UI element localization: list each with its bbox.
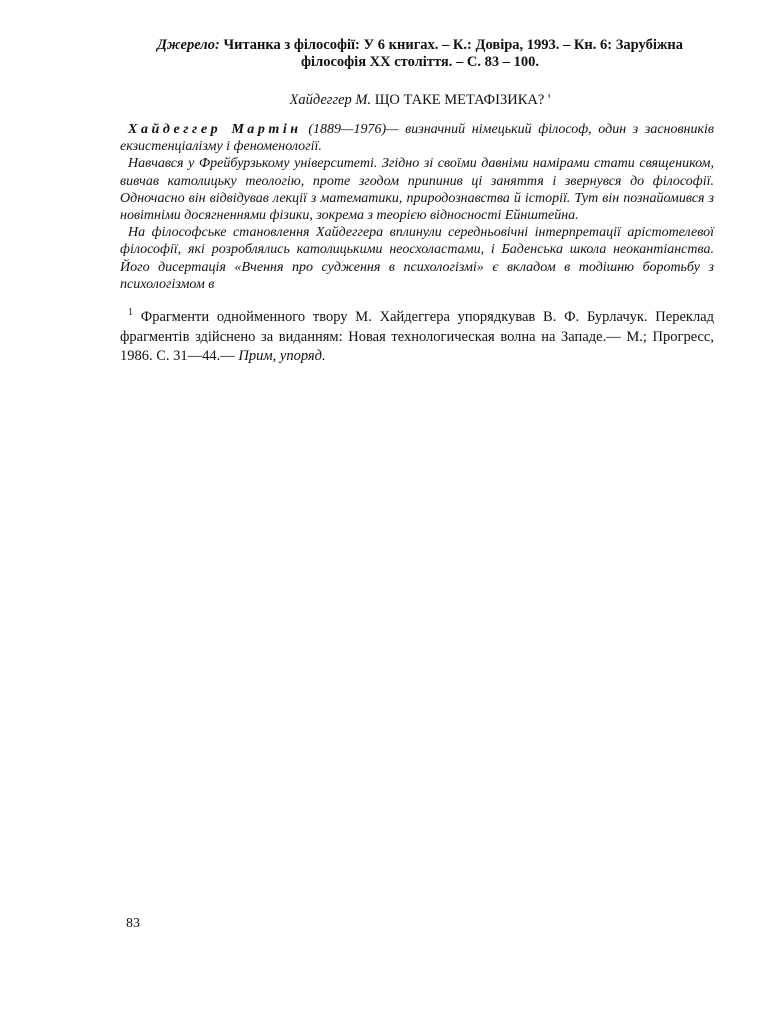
footnote <box>120 308 714 367</box>
source-label: Джерело: <box>157 37 220 53</box>
title-text: ЩО ТАКЕ МЕТАФІЗИКА? ' <box>374 92 551 108</box>
philosopher-name: Хайдеггер Мартін <box>128 122 302 137</box>
page-number: 83 <box>126 916 140 931</box>
bio-paragraph-1 <box>120 121 714 155</box>
biography-section <box>120 121 714 293</box>
footnote-paragraph <box>120 308 714 367</box>
source-line-1: Читанка з філософії: У 6 книгах. – К.: Довіра, 1993. – Кн. 6: Зарубіжна <box>223 37 683 53</box>
footnote-editor-note: Прим, упоряд. <box>238 348 326 364</box>
footnote-text: Фрагменти однойменного твору М. Хайдеггера упорядкував В. Ф. Бурлачук. Переклад фрагментів здійснено за виданням: Новая технологическая волна на Западе.— М.; Прогресс, 1986. С. 31—44.— <box>120 309 714 364</box>
bio-paragraph-2: Навчався у Фрейбурзькому університеті. Згідно зі своїми давніми намірами стати священиком, вивчав католицьку теологію, проте згодом припинив ці заняття і звернувся до філософії. Одночасно він відвідував лекції з математики, природознавства й історії. Тут він познайомився з новітніми досягненнями фізики, зокрема з теорією відносності Ейнштейна. <box>120 156 714 224</box>
source-line-2: філософія ХХ століття. – С. 83 – 100. <box>301 54 539 70</box>
bio-paragraph-1-text: (1889—1976)— визначний німецький філософ, один з засновників екзистенціалізму і феноменології. <box>120 122 715 155</box>
bio-paragraph-3: На філософське становлення Хайдеггера вплинули середньовічні інтерпретації арістотелевої філософії, які розроблялись католицькими неосхоластами, і Баденська школа неокантіанства. Його дисертація «Вчення про судження в психологізмі» є вкладом в тодішню боротьбу з психологізмом в <box>120 225 714 292</box>
title-author: Хайдеггер М. <box>289 92 372 108</box>
article-title <box>120 92 720 109</box>
source-citation <box>120 37 720 71</box>
footnote-marker: 1 <box>128 307 133 319</box>
